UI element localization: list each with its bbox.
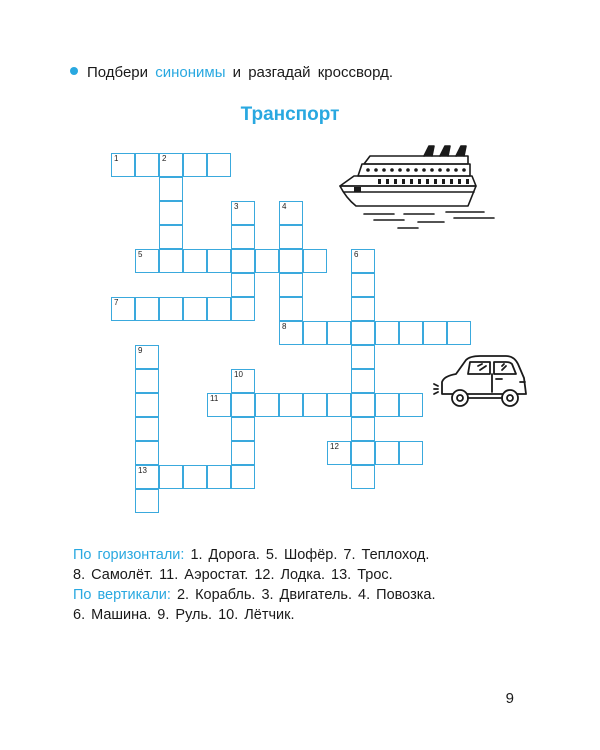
crossword-cell[interactable] [207, 153, 231, 177]
crossword-cell[interactable] [351, 249, 375, 273]
cell-number: 8 [282, 322, 287, 331]
cell-number: 7 [114, 298, 119, 307]
page-number: 9 [505, 690, 514, 707]
crossword-cell[interactable] [135, 345, 159, 369]
bullet-icon [70, 67, 78, 75]
crossword-cell[interactable] [207, 297, 231, 321]
page-title: Транспорт [240, 104, 340, 125]
crossword-cell[interactable] [135, 465, 159, 489]
instruction-after: и разгадай кроссворд. [232, 64, 394, 81]
car-icon [432, 352, 532, 414]
crossword-cell[interactable] [375, 393, 399, 417]
horizontal-clues-2: 8. Самолёт. 11. Аэростат. 12. Лодка. 13. Трос. [73, 567, 393, 583]
vertical-label: По вертикали: [73, 587, 171, 603]
crossword-cell[interactable] [231, 249, 255, 273]
crossword-cell[interactable] [399, 441, 423, 465]
cell-number: 4 [282, 202, 287, 211]
cell-number: 10 [234, 370, 243, 379]
instruction-highlight: синонимы [155, 64, 226, 81]
crossword-cell[interactable] [231, 465, 255, 489]
cell-number: 1 [114, 154, 119, 163]
crossword-cell[interactable] [135, 153, 159, 177]
crossword-cell[interactable] [231, 201, 255, 225]
crossword-cell[interactable] [279, 201, 303, 225]
crossword-cell[interactable] [207, 249, 231, 273]
instruction-before: Подбери [87, 64, 149, 81]
crossword-cell[interactable] [231, 297, 255, 321]
crossword-cell[interactable] [399, 321, 423, 345]
crossword-cell[interactable] [447, 321, 471, 345]
crossword-cell[interactable] [159, 153, 183, 177]
crossword-cell[interactable] [303, 249, 327, 273]
crossword-cell[interactable] [351, 345, 375, 369]
clues-line-3 [73, 585, 533, 605]
crossword-cell[interactable] [303, 393, 327, 417]
crossword-cell[interactable] [135, 369, 159, 393]
cell-number: 6 [354, 250, 359, 259]
crossword-cell[interactable] [135, 489, 159, 513]
crossword-cell[interactable] [399, 393, 423, 417]
crossword-cell[interactable] [279, 225, 303, 249]
crossword-cell[interactable] [231, 417, 255, 441]
crossword-cell[interactable] [183, 249, 207, 273]
crossword-cell[interactable] [183, 153, 207, 177]
crossword-cell[interactable] [351, 297, 375, 321]
cell-number: 9 [138, 346, 143, 355]
cell-number: 2 [162, 154, 167, 163]
crossword-cell[interactable] [231, 369, 255, 393]
ship-icon [334, 140, 499, 240]
vertical-clues-1: 2. Корабль. 3. Двигатель. 4. Повозка. [176, 587, 436, 603]
crossword-cell[interactable] [231, 441, 255, 465]
crossword-cell[interactable] [159, 177, 183, 201]
crossword-cell[interactable] [279, 273, 303, 297]
cell-number: 12 [330, 442, 339, 451]
crossword-cell[interactable] [111, 297, 135, 321]
crossword-cell[interactable] [327, 321, 351, 345]
crossword-cell[interactable] [159, 297, 183, 321]
crossword-cell[interactable] [351, 369, 375, 393]
crossword-cell[interactable] [135, 417, 159, 441]
crossword-cell[interactable] [351, 465, 375, 489]
crossword-cell[interactable] [159, 201, 183, 225]
crossword-cell[interactable] [135, 297, 159, 321]
crossword-cell[interactable] [159, 249, 183, 273]
crossword-cell[interactable] [231, 273, 255, 297]
clues-line-1 [73, 545, 533, 565]
crossword-cell[interactable] [327, 393, 351, 417]
crossword-cell[interactable] [351, 417, 375, 441]
cell-number: 3 [234, 202, 239, 211]
crossword-cell[interactable] [351, 393, 375, 417]
cell-number: 5 [138, 250, 143, 259]
crossword-cell[interactable] [135, 441, 159, 465]
crossword-cell[interactable] [327, 441, 351, 465]
crossword-cell[interactable] [231, 225, 255, 249]
crossword-cell[interactable] [375, 321, 399, 345]
crossword-cell[interactable] [423, 321, 447, 345]
crossword-cell[interactable] [351, 273, 375, 297]
crossword-cell[interactable] [183, 297, 207, 321]
clues-line-4 [73, 605, 533, 625]
crossword-cell[interactable] [207, 465, 231, 489]
crossword-cell[interactable] [303, 321, 327, 345]
crossword-cell[interactable] [255, 249, 279, 273]
vertical-clues-2: 6. Машина. 9. Руль. 10. Лётчик. [73, 607, 295, 623]
crossword-cell[interactable] [135, 249, 159, 273]
crossword-cell[interactable] [351, 441, 375, 465]
crossword-cell[interactable] [111, 153, 135, 177]
crossword-cell[interactable] [207, 393, 231, 417]
horizontal-label: По горизонтали: [73, 547, 185, 563]
clues-line-2 [73, 565, 533, 585]
crossword-cell[interactable] [279, 297, 303, 321]
crossword-cell[interactable] [159, 225, 183, 249]
horizontal-clues-1: 1. Дорога. 5. Шофёр. 7. Теплоход. [190, 547, 430, 563]
crossword-cell[interactable] [279, 321, 303, 345]
instruction-text [70, 64, 393, 81]
crossword-cell[interactable] [279, 249, 303, 273]
cell-number: 13 [138, 466, 147, 475]
crossword-cell[interactable] [159, 465, 183, 489]
crossword-cell[interactable] [351, 321, 375, 345]
crossword-cell[interactable] [135, 393, 159, 417]
crossword-cell[interactable] [279, 393, 303, 417]
cell-number: 11 [210, 394, 219, 403]
clues-block [73, 545, 533, 625]
crossword-cell[interactable] [375, 441, 399, 465]
crossword-cell[interactable] [183, 465, 207, 489]
crossword-cell[interactable] [231, 393, 255, 417]
crossword-cell[interactable] [255, 393, 279, 417]
